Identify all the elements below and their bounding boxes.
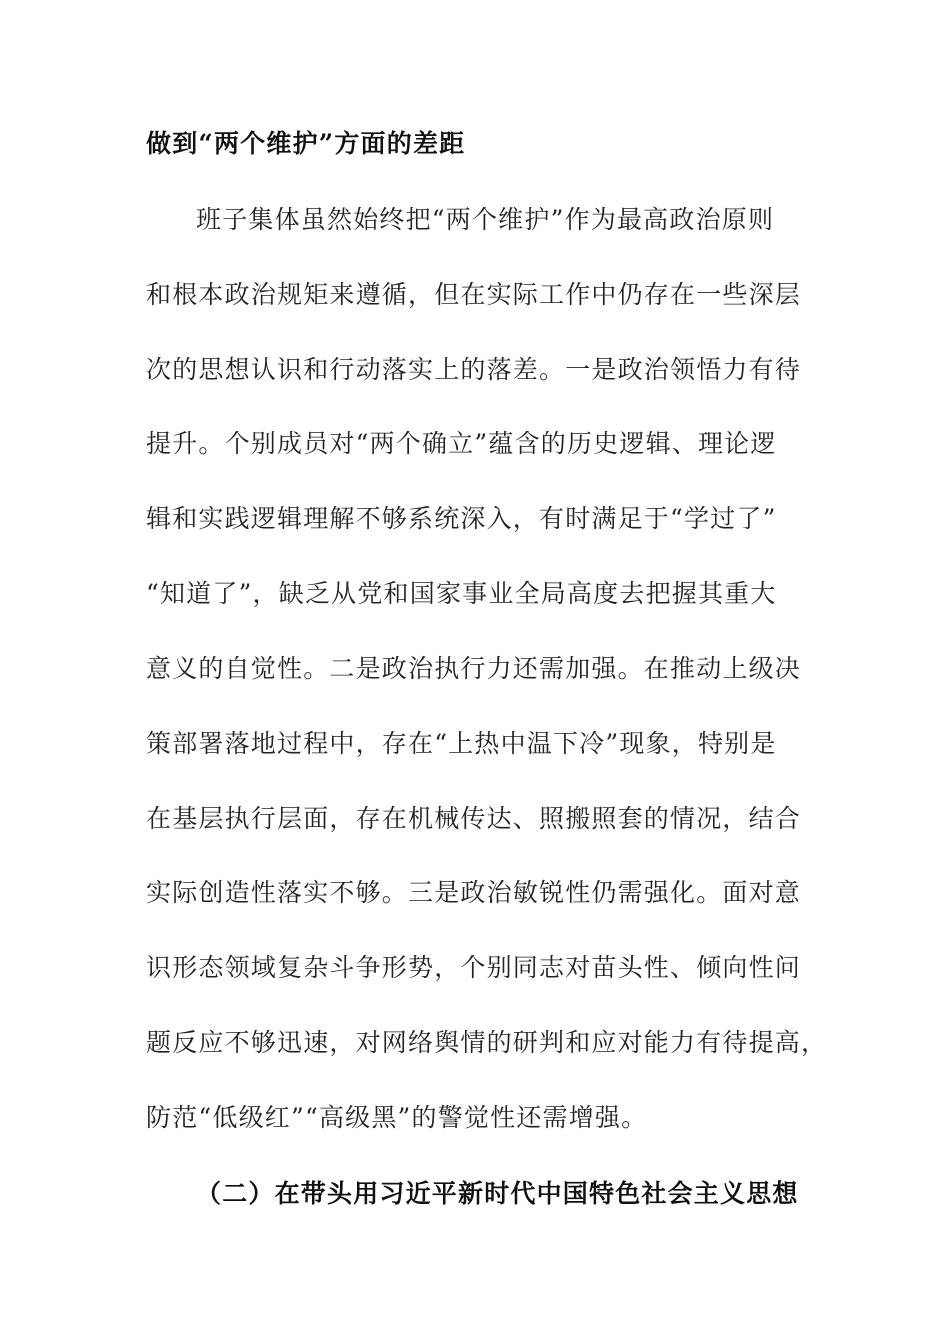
paragraph-line: 和根本政治规矩来遵循，但在实际工作中仍存在一些深层 (146, 280, 802, 309)
paragraph-line: 意义的自觉性。二是政治执行力还需加强。在推动上级决 (146, 654, 802, 683)
paragraph-line: 次的思想认识和行动落实上的落差。一是政治领悟力有待 (146, 355, 802, 384)
section-heading-tail: 做到“两个维护”方面的差距 (146, 129, 466, 158)
paragraph-line: 防范“低级红”“高级黑”的警觉性还需增强。 (146, 1103, 648, 1132)
paragraph-line: 辑和实践逻辑理解不够系统深入，有时满足于“学过了” (146, 504, 777, 533)
paragraph-line: 班子集体虽然始终把“两个维护”作为最高政治原则 (196, 205, 775, 234)
paragraph-line: “知道了”，缺乏从党和国家事业全局高度去把握其重大 (146, 579, 777, 608)
paragraph-line: 实际创造性落实不够。三是政治敏锐性仍需强化。面对意 (146, 878, 802, 907)
next-section-heading: （二）在带头用习近平新时代中国特色社会主义思想 (196, 1179, 799, 1208)
paragraph-line: 在基层执行层面，存在机械传达、照搬照套的情况，结合 (146, 804, 802, 833)
paragraph-line: 识形态领域复杂斗争形势，个别同志对苗头性、倾向性问 (146, 953, 802, 982)
paragraph-line: 题反应不够迅速，对网络舆情的研判和应对能力有待提高， (146, 1028, 828, 1057)
paragraph-line: 提升。个别成员对“两个确立”蕴含的历史逻辑、理论逻 (146, 429, 777, 458)
paragraph-line: 策部署落地过程中，存在“上热中温下冷”现象，特别是 (146, 729, 777, 758)
